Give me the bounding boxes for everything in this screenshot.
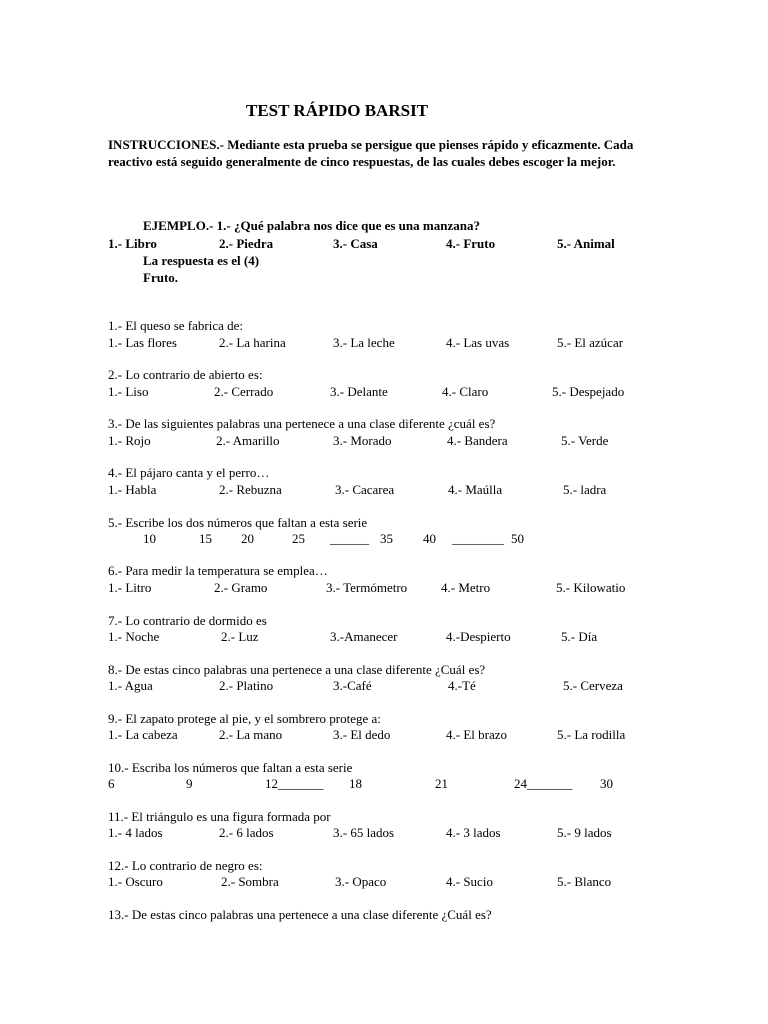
q8-option-4: 4.-Té	[448, 678, 476, 693]
q4-option-3: 3.- Cacarea	[335, 482, 395, 497]
q8-option-3: 3.-Café	[333, 678, 372, 693]
q1-option-2: 2.- La harina	[219, 335, 286, 350]
q2-option-2: 2.- Cerrado	[214, 384, 274, 399]
q11-option-3: 3.- 65 lados	[333, 825, 395, 840]
question-9-text: 9.- El zapato protege al pie, y el sombrero protege a:	[108, 711, 381, 726]
q7-option-1: 1.- Noche	[108, 629, 160, 644]
q10-number-6: 6	[108, 776, 115, 791]
q5-number-20: 20	[241, 531, 254, 546]
q12-option-4: 4.- Sucio	[446, 874, 493, 889]
q5-blank-1[interactable]: ______	[330, 531, 369, 546]
q7-option-4: 4.-Despierto	[446, 629, 511, 644]
q3-option-4: 4.- Bandera	[447, 433, 508, 448]
q2-option-1: 1.- Liso	[108, 384, 149, 399]
q7-option-3: 3.-Amanecer	[330, 629, 398, 644]
q5-number-15: 15	[199, 531, 212, 546]
q4-option-1: 1.- Habla	[108, 482, 157, 497]
question-4-options	[0, 481, 768, 498]
q5-number-25: 25	[292, 531, 305, 546]
q7-option-5: 5.- Día	[561, 629, 598, 644]
q11-option-4: 4.- 3 lados	[446, 825, 501, 840]
question-6-options	[0, 579, 768, 596]
q3-option-1: 1.- Rojo	[108, 433, 151, 448]
q11-option-5: 5.- 9 lados	[557, 825, 612, 840]
q9-option-5: 5.- La rodilla	[557, 727, 626, 742]
q8-option-1: 1.- Agua	[108, 678, 153, 693]
q3-option-2: 2.- Amarillo	[216, 433, 280, 448]
q9-option-4: 4.- El brazo	[446, 727, 508, 742]
example-answer-line-1: La respuesta es el (4)	[143, 253, 260, 268]
question-6-text: 6.- Para medir la temperatura se emplea…	[108, 563, 328, 578]
question-1-text: 1.- El queso se fabrica de:	[108, 318, 244, 333]
q4-option-5: 5.- ladra	[563, 482, 607, 497]
q2-option-5: 5.- Despejado	[552, 384, 625, 399]
q9-option-1: 1.- La cabeza	[108, 727, 178, 742]
q6-option-5: 5.- Kilowatio	[556, 580, 626, 595]
q9-option-3: 3.- El dedo	[333, 727, 391, 742]
q11-option-2: 2.- 6 lados	[219, 825, 274, 840]
q4-option-2: 2.- Rebuzna	[219, 482, 282, 497]
q10-number-18: 18	[349, 776, 362, 791]
q8-option-2: 2.- Platino	[219, 678, 274, 693]
q5-number-40: 40	[423, 531, 436, 546]
question-3-options	[0, 432, 768, 449]
example-option-1: 1.- Libro	[108, 236, 157, 251]
q6-option-2: 2.- Gramo	[214, 580, 268, 595]
example-answer-line-2: Fruto.	[143, 270, 179, 285]
q5-number-35: 35	[380, 531, 393, 546]
example-options-row	[0, 235, 768, 252]
question-10-text: 10.- Escriba los números que faltan a esta serie	[108, 760, 353, 775]
q10-number-9: 9	[186, 776, 193, 791]
q10-blank-1[interactable]: 12_______	[265, 776, 324, 791]
q10-blank-2[interactable]: 24_______	[514, 776, 573, 791]
page-title: TEST RÁPIDO BARSIT	[246, 101, 429, 120]
question-12-text: 12.- Lo contrario de negro es:	[108, 858, 263, 873]
q1-option-5: 5.- El azúcar	[557, 335, 624, 350]
q3-option-5: 5.- Verde	[561, 433, 609, 448]
question-2-options	[0, 383, 768, 400]
q9-option-2: 2.- La mano	[219, 727, 283, 742]
q3-option-3: 3.- Morado	[333, 433, 392, 448]
q12-option-2: 2.- Sombra	[221, 874, 279, 889]
q1-option-1: 1.- Las flores	[108, 335, 177, 350]
q5-number-10: 10	[143, 531, 156, 546]
q5-blank-2[interactable]: ________	[452, 531, 504, 546]
question-11-text: 11.- El triángulo es una figura formada por	[108, 809, 331, 824]
q12-option-3: 3.- Opaco	[335, 874, 387, 889]
example-option-4: 4.- Fruto	[446, 236, 496, 251]
q1-option-3: 3.- La leche	[333, 335, 395, 350]
question-9-options	[0, 726, 768, 743]
question-13-text: 13.- De estas cinco palabras una pertenece a una clase diferente ¿Cuál es?	[108, 907, 492, 922]
q7-option-2: 2.- Luz	[221, 629, 259, 644]
question-5-series	[0, 530, 768, 547]
q2-option-4: 4.- Claro	[442, 384, 489, 399]
question-7-options	[0, 628, 768, 645]
question-8-options	[0, 677, 768, 694]
example-question: EJEMPLO.- 1.- ¿Qué palabra nos dice que es una manzana?	[143, 218, 480, 233]
q1-option-4: 4.- Las uvas	[446, 335, 510, 350]
q6-option-1: 1.- Litro	[108, 580, 152, 595]
question-11-options	[0, 824, 768, 841]
question-10-series	[0, 775, 768, 792]
question-1-options	[0, 334, 768, 351]
question-2-text: 2.- Lo contrario de abierto es:	[108, 367, 263, 382]
q6-option-3: 3.- Termómetro	[326, 580, 408, 595]
question-4-text: 4.- El pájaro canta y el perro…	[108, 465, 270, 480]
example-option-3: 3.- Casa	[333, 236, 378, 251]
q2-option-3: 3.- Delante	[330, 384, 388, 399]
example-option-2: 2.- Piedra	[219, 236, 274, 251]
q4-option-4: 4.- Maúlla	[448, 482, 503, 497]
q8-option-5: 5.- Cerveza	[563, 678, 623, 693]
q10-number-21: 21	[435, 776, 448, 791]
q6-option-4: 4.- Metro	[441, 580, 491, 595]
q12-option-5: 5.- Blanco	[557, 874, 612, 889]
q10-number-30: 30	[600, 776, 613, 791]
question-12-options	[0, 873, 768, 890]
example-option-5: 5.- Animal	[557, 236, 615, 251]
q11-option-1: 1.- 4 lados	[108, 825, 163, 840]
q5-number-50: 50	[511, 531, 524, 546]
question-3-text: 3.- De las siguientes palabras una pertenece a una clase diferente ¿cuál es?	[108, 416, 496, 431]
question-5-text: 5.- Escribe los dos números que faltan a esta serie	[108, 515, 368, 530]
q12-option-1: 1.- Oscuro	[108, 874, 163, 889]
instructions-paragraph: INSTRUCCIONES.- Mediante esta prueba se persigue que pienses rápido y eficazmente. Cada reactivo está seguido generalmente de cinco respuestas, de las cuales debes escoger la mejor.	[108, 137, 634, 169]
question-7-text: 7.- Lo contrario de dormido es	[108, 613, 267, 628]
question-8-text: 8.- De estas cinco palabras una pertenece a una clase diferente ¿Cuál es?	[108, 662, 486, 677]
